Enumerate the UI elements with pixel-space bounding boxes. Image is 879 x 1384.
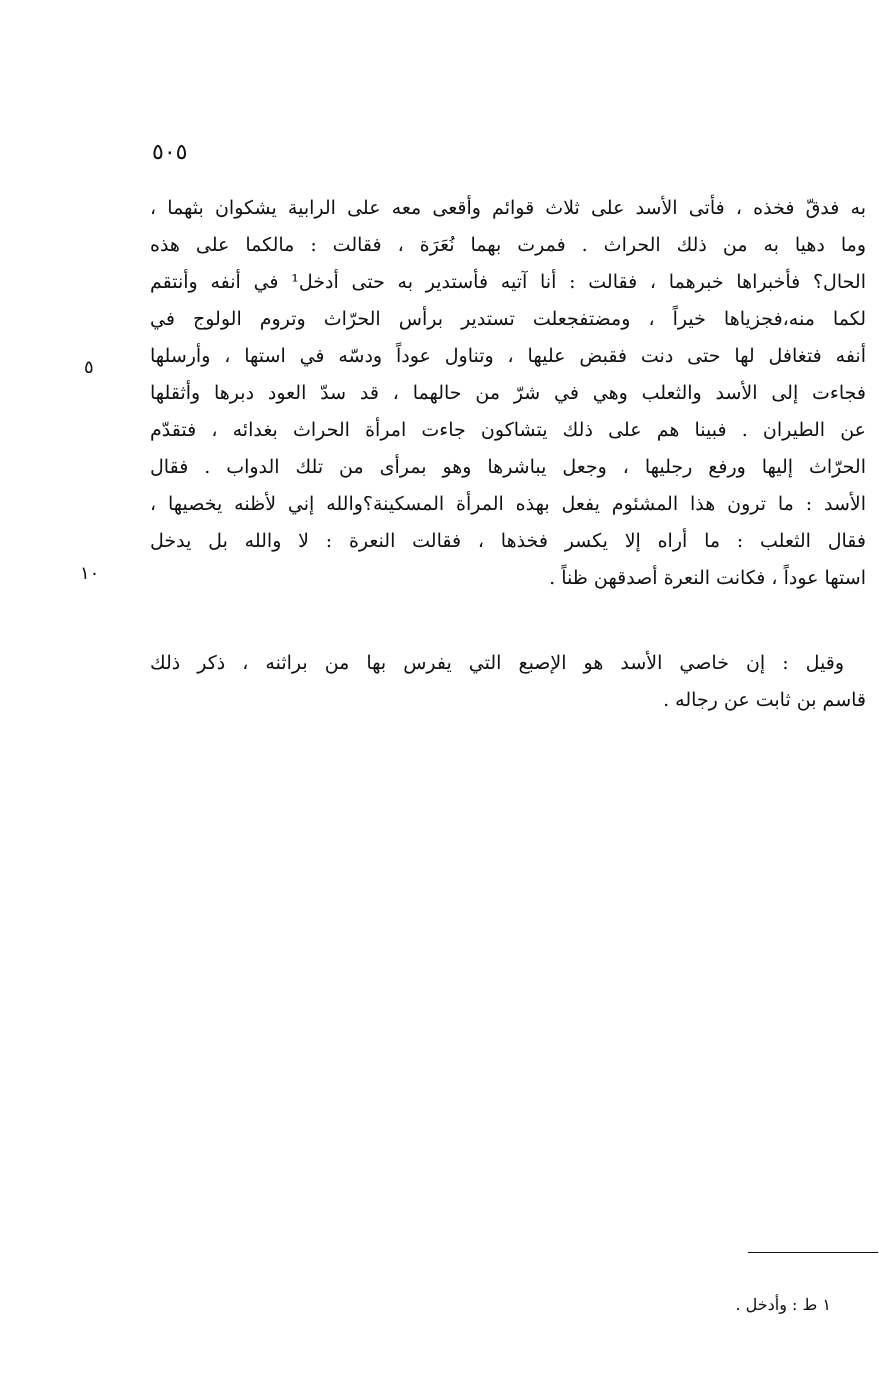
text-line: وما دهيا به من ذلك الحراث . فمرت بهما نُعَرَة ، فقالت : مالكما على هذه [150,234,866,256]
text-line: قاسم بن ثابت عن رجاله . [663,689,866,711]
body-paragraph-1 [150,190,866,597]
body-paragraph-2 [150,645,866,719]
footnote-separator [748,1252,878,1253]
text-line: الحرّاث إليها ورفع رجليها ، وجعل يباشرها وهو بمرأى من تلك الدواب . فقال [150,456,866,478]
text-line: الحال؟ فأخبراها خبرهما ، فقالت : أنا آتيه فأستدير به حتى أدخل¹ في أنفه وأنتقم [150,271,866,293]
margin-line-number-5: ٥ [84,357,94,378]
text-line: فقال الثعلب : ما أراه إلا يكسر فخذها ، فقالت النعرة : لا والله بل يدخل [150,530,866,552]
text-line: فجاءت إلى الأسد والثعلب وهي في شرّ من حالهما ، قد سدّ العود دبرها وأثقلها [150,382,866,404]
text-line: أنفه فتغافل لها حتى دنت فقبض عليها ، وتناول عوداً ودسّه في استها ، وأرسلها [150,345,866,367]
text-line: استها عوداً ، فكانت النعرة أصدقهن ظناً . [549,567,866,589]
text-line: به فدقّ فخذه ، فأتى الأسد على ثلاث قوائم وأقعى معه على الرابية يشكوان بثهما ، [150,197,866,219]
text-line: عن الطيران . فبينا هم على ذلك يتشاكون جاءت امرأة الحراث بغدائه ، فتقدّم [150,419,866,441]
text-line: وقيل : إن خاصي الأسد هو الإصبع التي يفرس بها من براثنه ، ذكر ذلك [150,652,844,674]
page-number: ٥٠٥ [152,140,188,165]
text-line: لكما منه،فجزياها خيراً ، ومضتفجعلت تستدير برأس الحرّاث وتروم الولوج في [150,308,866,330]
footnote-1: ١ ط : وأدخل . [735,1295,831,1314]
margin-line-number-10: ١٠ [80,563,100,584]
text-line: الأسد : ما ترون هذا المشئوم يفعل بهذه المرأة المسكينة؟والله إني لأظنه يخصيها ، [150,493,866,515]
